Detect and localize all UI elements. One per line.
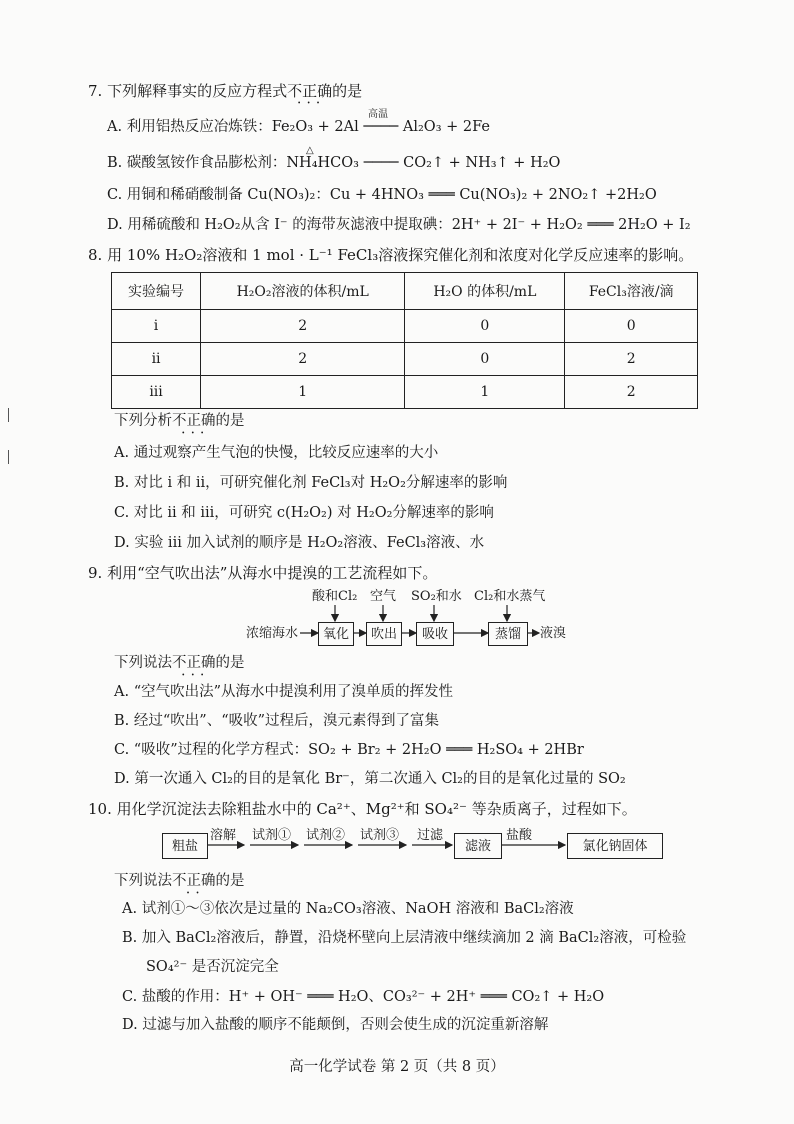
q10-option-b-line1: B. 加入 BaCl₂溶液后，静置，沿烧杯壁向上层清液中继续滴加 2 滴 BaCl₂溶液，可检验 (122, 930, 687, 946)
table-cell: 1 (201, 376, 405, 409)
q10-option-c: C. 盐酸的作用：H⁺ + OH⁻ ═══ H₂O、CO₃²⁻ + 2H⁺ ═══ CO₂↑ + H₂O (122, 989, 605, 1005)
q8-stem: 8. 用 10% H₂O₂溶液和 1 mol · L⁻¹ FeCl₃溶液探究催化剂和浓度对化学反应速率的影响。 (88, 246, 694, 264)
emphasis-text: 不正确 • • • (287, 84, 332, 99)
table-cell: 0 (405, 310, 565, 343)
table-cell: i (112, 310, 201, 343)
flow-input-label: 酸和Cl₂ (312, 589, 358, 604)
q8-option-a: A. 通过观察产生气泡的快慢，比较反应速率的大小 (114, 445, 439, 461)
flow-mid-box: 滤液 (454, 833, 502, 859)
table-header: H₂O₂溶液的体积/mL (201, 273, 405, 310)
q7-stem: 7. 下列解释事实的反应方程式不正确 • • •的是 (88, 84, 362, 99)
q10-option-d: D. 过滤与加入盐酸的顺序不能颠倒，否则会使生成的沉淀重新溶解 (122, 1017, 549, 1033)
page-footer: 高一化学试卷 第 2 页（共 8 页） (289, 1059, 505, 1075)
flow-step-box: 氧化 (318, 622, 354, 646)
emphasis-text: 不正确 • • • (172, 414, 216, 429)
q9-sub-stem: 下列说法不正确 • • •的是 (114, 656, 245, 671)
emphasis-text: 不正确 • • (172, 874, 216, 889)
flow-arrow-label: 试剂③ (360, 828, 400, 843)
reaction-condition: △ (306, 145, 314, 156)
table-cell: 2 (201, 343, 405, 376)
flow-arrow-label: 过滤 (417, 828, 444, 843)
table-cell: ii (112, 343, 201, 376)
q9-option-b: B. 经过“吹出”、“吸收”过程后，溴元素得到了富集 (114, 713, 440, 729)
q9-option-c: C. “吸收”过程的化学方程式：SO₂ + Br₂ + 2H₂O ═══ H₂SO₄ + 2HBr (114, 742, 584, 758)
q7-option-b: B. 碳酸氢铵作食品膨松剂：NH₄HCO₃ ──── CO₂↑ + NH₃↑ + H₂O (107, 155, 561, 171)
emphasis-text: 不正确 • • • (172, 656, 216, 671)
flow-end-box: 氯化钠固体 (567, 833, 663, 859)
q7-option-c: C. 用铜和稀硝酸制备 Cu(NO₃)₂：Cu + 4HNO₃ ═══ Cu(NO₃)₂ + 2NO₂↑ +2H₂O (107, 187, 657, 203)
table-header: 实验编号 (112, 273, 201, 310)
table-cell: iii (112, 376, 201, 409)
flow-input-label: SO₂和水 (411, 589, 462, 604)
flow-arrow-label: 试剂① (252, 828, 292, 843)
q7-option-a: A. 利用铝热反应冶炼铁：Fe₂O₃ + 2Al ──── Al₂O₃ + 2Fe (107, 119, 490, 135)
q9-option-d: D. 第一次通入 Cl₂的目的是氧化 Br⁻，第二次通入 Cl₂的目的是氧化过量的 SO₂ (114, 771, 626, 787)
flow-step-box: 吸收 (416, 622, 454, 646)
q10-sub-stem: 下列说法不正确 • •的是 (114, 874, 245, 889)
q7-option-d: D. 用稀硫酸和 H₂O₂从含 I⁻ 的海带灰滤液中提取碘：2H⁺ + 2I⁻ + H₂O₂ ═══ 2H₂O + I₂ (107, 217, 691, 233)
flow-start-label: 浓缩海水 (246, 626, 299, 641)
flow-start-box: 粗盐 (162, 833, 208, 859)
q8-option-c: C. 对比 ii 和 iii，可研究 c(H₂O₂) 对 H₂O₂分解速率的影响 (114, 505, 494, 521)
table-header: H₂O 的体积/mL (405, 273, 565, 310)
table-header: FeCl₃溶液/滴 (565, 273, 698, 310)
q8-option-d: D. 实验 iii 加入试剂的顺序是 H₂O₂溶液、FeCl₃溶液、水 (114, 535, 485, 551)
q8-sub-stem: 下列分析不正确 • • •的是 (114, 414, 245, 429)
flow-arrow-label: 盐酸 (506, 828, 533, 843)
table-cell: 2 (201, 310, 405, 343)
q10-option-b-line2: SO₄²⁻ 是否沉淀完全 (146, 959, 279, 975)
reaction-condition: 高温 (368, 109, 388, 120)
q8-option-b: B. 对比 i 和 ii，可研究催化剂 FeCl₃对 H₂O₂分解速率的影响 (114, 475, 508, 491)
flow-step-box: 吹出 (366, 622, 402, 646)
table-cell: 2 (565, 376, 698, 409)
flow-input-label: Cl₂和水蒸气 (474, 589, 546, 604)
flow-end-label: 液溴 (540, 626, 567, 641)
table-cell: 1 (405, 376, 565, 409)
q9-option-a: A. “空气吹出法”从海水中提溴利用了溴单质的挥发性 (114, 684, 454, 700)
flow-input-label: 空气 (370, 589, 397, 604)
q10-stem: 10. 用化学沉淀法去除粗盐水中的 Ca²⁺、Mg²⁺和 SO₄²⁻ 等杂质离子，过程如下。 (88, 800, 637, 818)
flow-arrow-label: 溶解 (210, 828, 237, 843)
flow-arrow-label: 试剂② (306, 828, 346, 843)
table-cell: 0 (405, 343, 565, 376)
flow-step-box: 蒸馏 (488, 622, 528, 646)
q10-option-a: A. 试剂①～③依次是过量的 Na₂CO₃溶液、NaOH 溶液和 BaCl₂溶液 (122, 901, 574, 917)
table-cell: 2 (565, 343, 698, 376)
table-cell: 0 (565, 310, 698, 343)
q9-stem: 9. 利用“空气吹出法”从海水中提溴的工艺流程如下。 (88, 564, 438, 582)
